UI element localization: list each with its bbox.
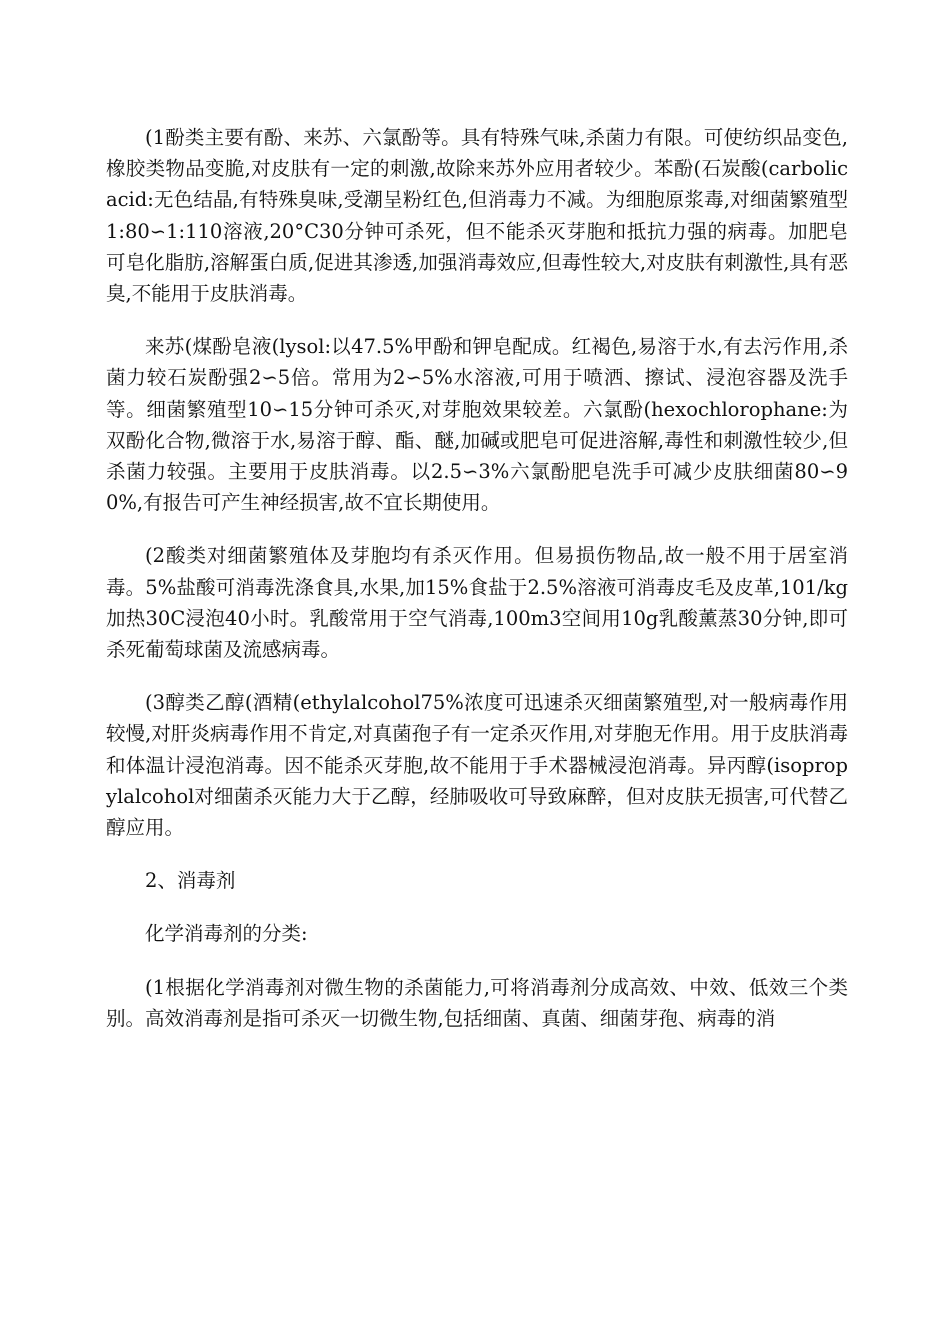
- paragraph-classification: (1根据化学消毒剂对微生物的杀菌能力,可将消毒剂分成高效、中效、低效三个类别。高效消毒剂是指可杀灭一切微生物,包括细菌、真菌、细菌芽孢、病毒的消: [106, 975, 848, 1030]
- paragraph-acids: (2酸类对细菌繁殖体及芽胞均有杀灭作用。但易损伤物品,故一般不用于居室消毒。5%盐酸可消毒洗涤食具,水果,加15%食盐于2.5%溶液可消毒皮毛及皮革,101/kg加热30C浸泡40小时。乳酸常用于空气消毒,100m3空间用10g乳酸薰蒸30分钟,即可杀死葡萄球菌及流感病毒。: [106, 544, 848, 662]
- paragraph-lysol: 来苏(煤酚皂液(lysol:以47.5%甲酚和钾皂配成。红褐色,易溶于水,有去污作用,杀菌力较石炭酚强2∽5倍。常用为2∽5%水溶液,可用于喷洒、擦试、浸泡容器及洗手等。细菌繁殖型10∽15分钟可杀灭,对芽胞效果较差。六氯酚(hexochlorophane:为双酚化合物,微溶于水,易溶于醇、酯、醚,加碱或肥皂可促进溶解,毒性和刺激性较少,但杀菌力较强。主要用于皮肤消毒。以2.5∽3%六氯酚肥皂洗手可减少皮肤细菌80∽90%,有报告可产生神经损害,故不宜长期使用。: [106, 335, 848, 515]
- section-heading-disinfectants: 2、消毒剂: [145, 869, 236, 893]
- paragraph-phenols: (1酚类主要有酚、来苏、六氯酚等。具有特殊气味,杀菌力有限。可使纺织品变色,橡胶类物品变脆,对皮肤有一定的刺激,故除来苏外应用者较少。苯酚(石炭酸(carbolicacid:无色结晶,有特殊臭味,受潮呈粉红色,但消毒力不减。为细胞原浆毒,对细菌繁殖型1:80∽1:110溶液,20°C30分钟可杀死，但不能杀灭芽胞和抵抗力强的病毒。加肥皂可皂化脂肪,溶解蛋白质,促进其渗透,加强消毒效应,但毒性较大,对皮肤有刺激性,具有恶臭,不能用于皮肤消毒。: [106, 126, 848, 306]
- paragraph-alcohols: (3醇类乙醇(酒精(ethylalcohol75%浓度可迅速杀灭细菌繁殖型,对一般病毒作用较慢,对肝炎病毒作用不肯定,对真菌孢子有一定杀灭作用,对芽胞无作用。用于皮肤消毒和体温计浸泡消毒。因不能杀灭芽胞,故不能用于手术器械浸泡消毒。异丙醇(isopropylalcohol对细菌杀灭能力大于乙醇，经肺吸收可导致麻醉，但对皮肤无损害,可代替乙醇应用。: [106, 691, 848, 840]
- document-body: [106, 122, 848, 1056]
- subheading-classification: 化学消毒剂的分类:: [145, 922, 308, 946]
